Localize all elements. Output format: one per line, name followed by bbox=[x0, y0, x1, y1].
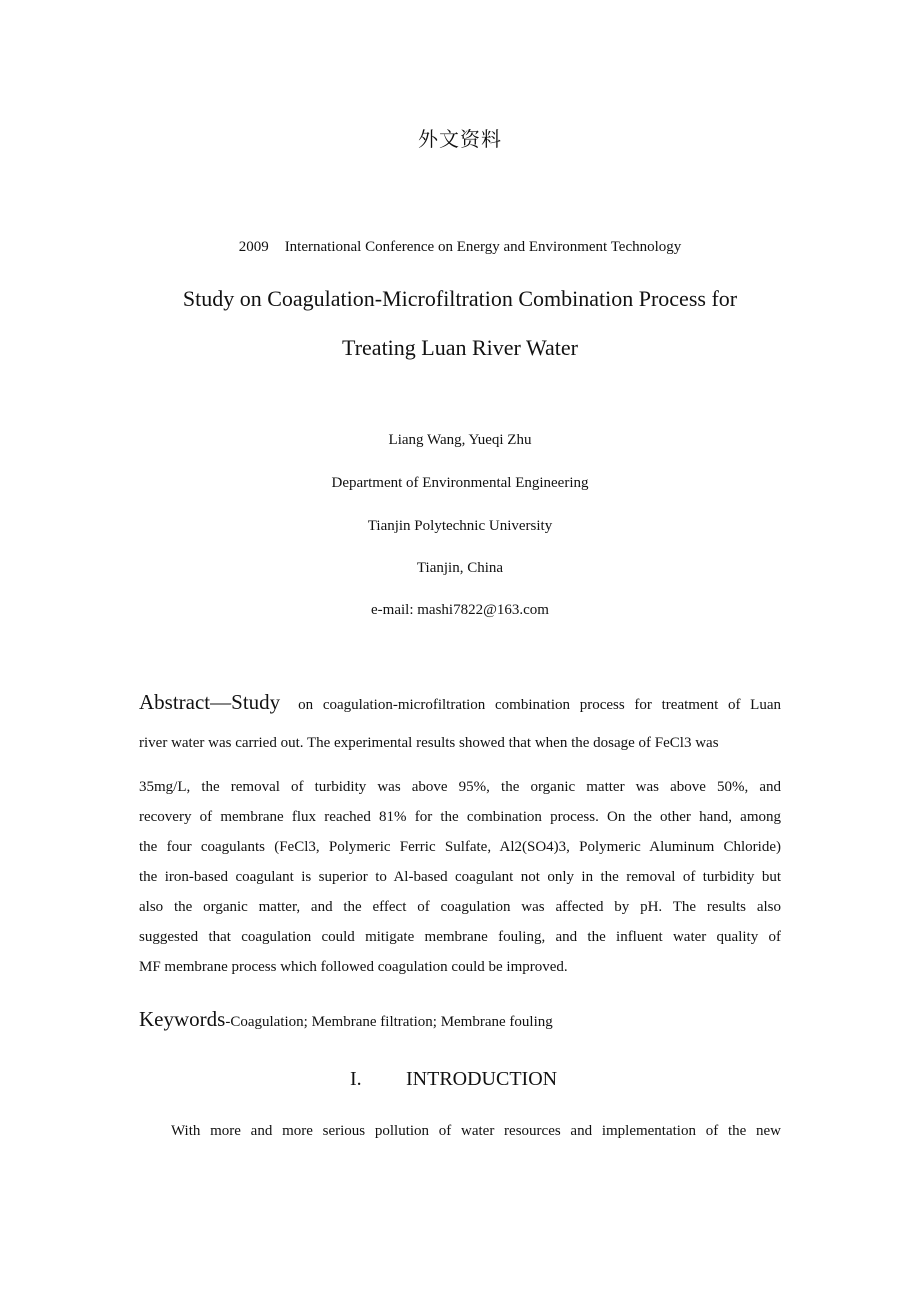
abstract-heading: Abstract—Study bbox=[139, 690, 281, 714]
author-department: Department of Environmental Engineering bbox=[331, 475, 589, 491]
conference-name: International Conference on Energy and Environment Technology bbox=[284, 239, 682, 255]
abstract-line bbox=[139, 690, 781, 715]
conference-year: 2009 bbox=[238, 239, 269, 255]
section-heading bbox=[350, 1068, 557, 1091]
abstract-line: the iron-based coagulant is superior to Al-based coagulant not only in the removal of turbidity but bbox=[139, 869, 781, 885]
author-email: e-mail: mashi7822@163.com bbox=[371, 602, 549, 618]
abstract-line: river water was carried out. The experimental results showed that when the dosage of FeCl3 was bbox=[139, 735, 719, 751]
abstract-line: recovery of membrane flux reached 81% for the combination process. On the other hand, among bbox=[139, 809, 781, 825]
author-names: Liang Wang, Yueqi Zhu bbox=[388, 432, 532, 448]
paper-title-line-2: Treating Luan River Water bbox=[342, 335, 578, 360]
document-header: 外文资料 bbox=[418, 127, 502, 151]
abstract-line: 35mg/L, the removal of turbidity was above 95%, the organic matter was above 50%, and bbox=[139, 779, 781, 795]
keywords-text: -Coagulation; Membrane filtration; Membrane fouling bbox=[225, 1014, 553, 1030]
conference-line bbox=[0, 239, 920, 256]
keywords-heading: Keywords bbox=[139, 1007, 226, 1031]
abstract-line: MF membrane process which followed coagulation could be improved. bbox=[139, 959, 568, 975]
section-title: INTRODUCTION bbox=[406, 1068, 558, 1090]
section-number: I. bbox=[350, 1068, 362, 1090]
author-city: Tianjin, China bbox=[416, 560, 504, 576]
abstract-line: suggested that coagulation could mitigate membrane fouling, and the influent water quality of bbox=[139, 929, 781, 945]
abstract-line-text: on coagulation-microfiltration combination process for treatment of Luan bbox=[298, 697, 781, 713]
intro-paragraph-line: With more and more serious pollution of water resources and implementation of the new bbox=[171, 1123, 781, 1139]
author-university: Tianjin Polytechnic University bbox=[367, 518, 553, 534]
abstract-line: the four coagulants (FeCl3, Polymeric Ferric Sulfate, Al2(SO4)3, Polymeric Aluminum Chloride) bbox=[139, 839, 781, 855]
keywords-line bbox=[139, 1007, 553, 1032]
abstract-line: also the organic matter, and the effect of coagulation was affected by pH. The results also bbox=[139, 899, 781, 915]
paper-title-line-1: Study on Coagulation-Microfiltration Combination Process for bbox=[182, 286, 738, 311]
